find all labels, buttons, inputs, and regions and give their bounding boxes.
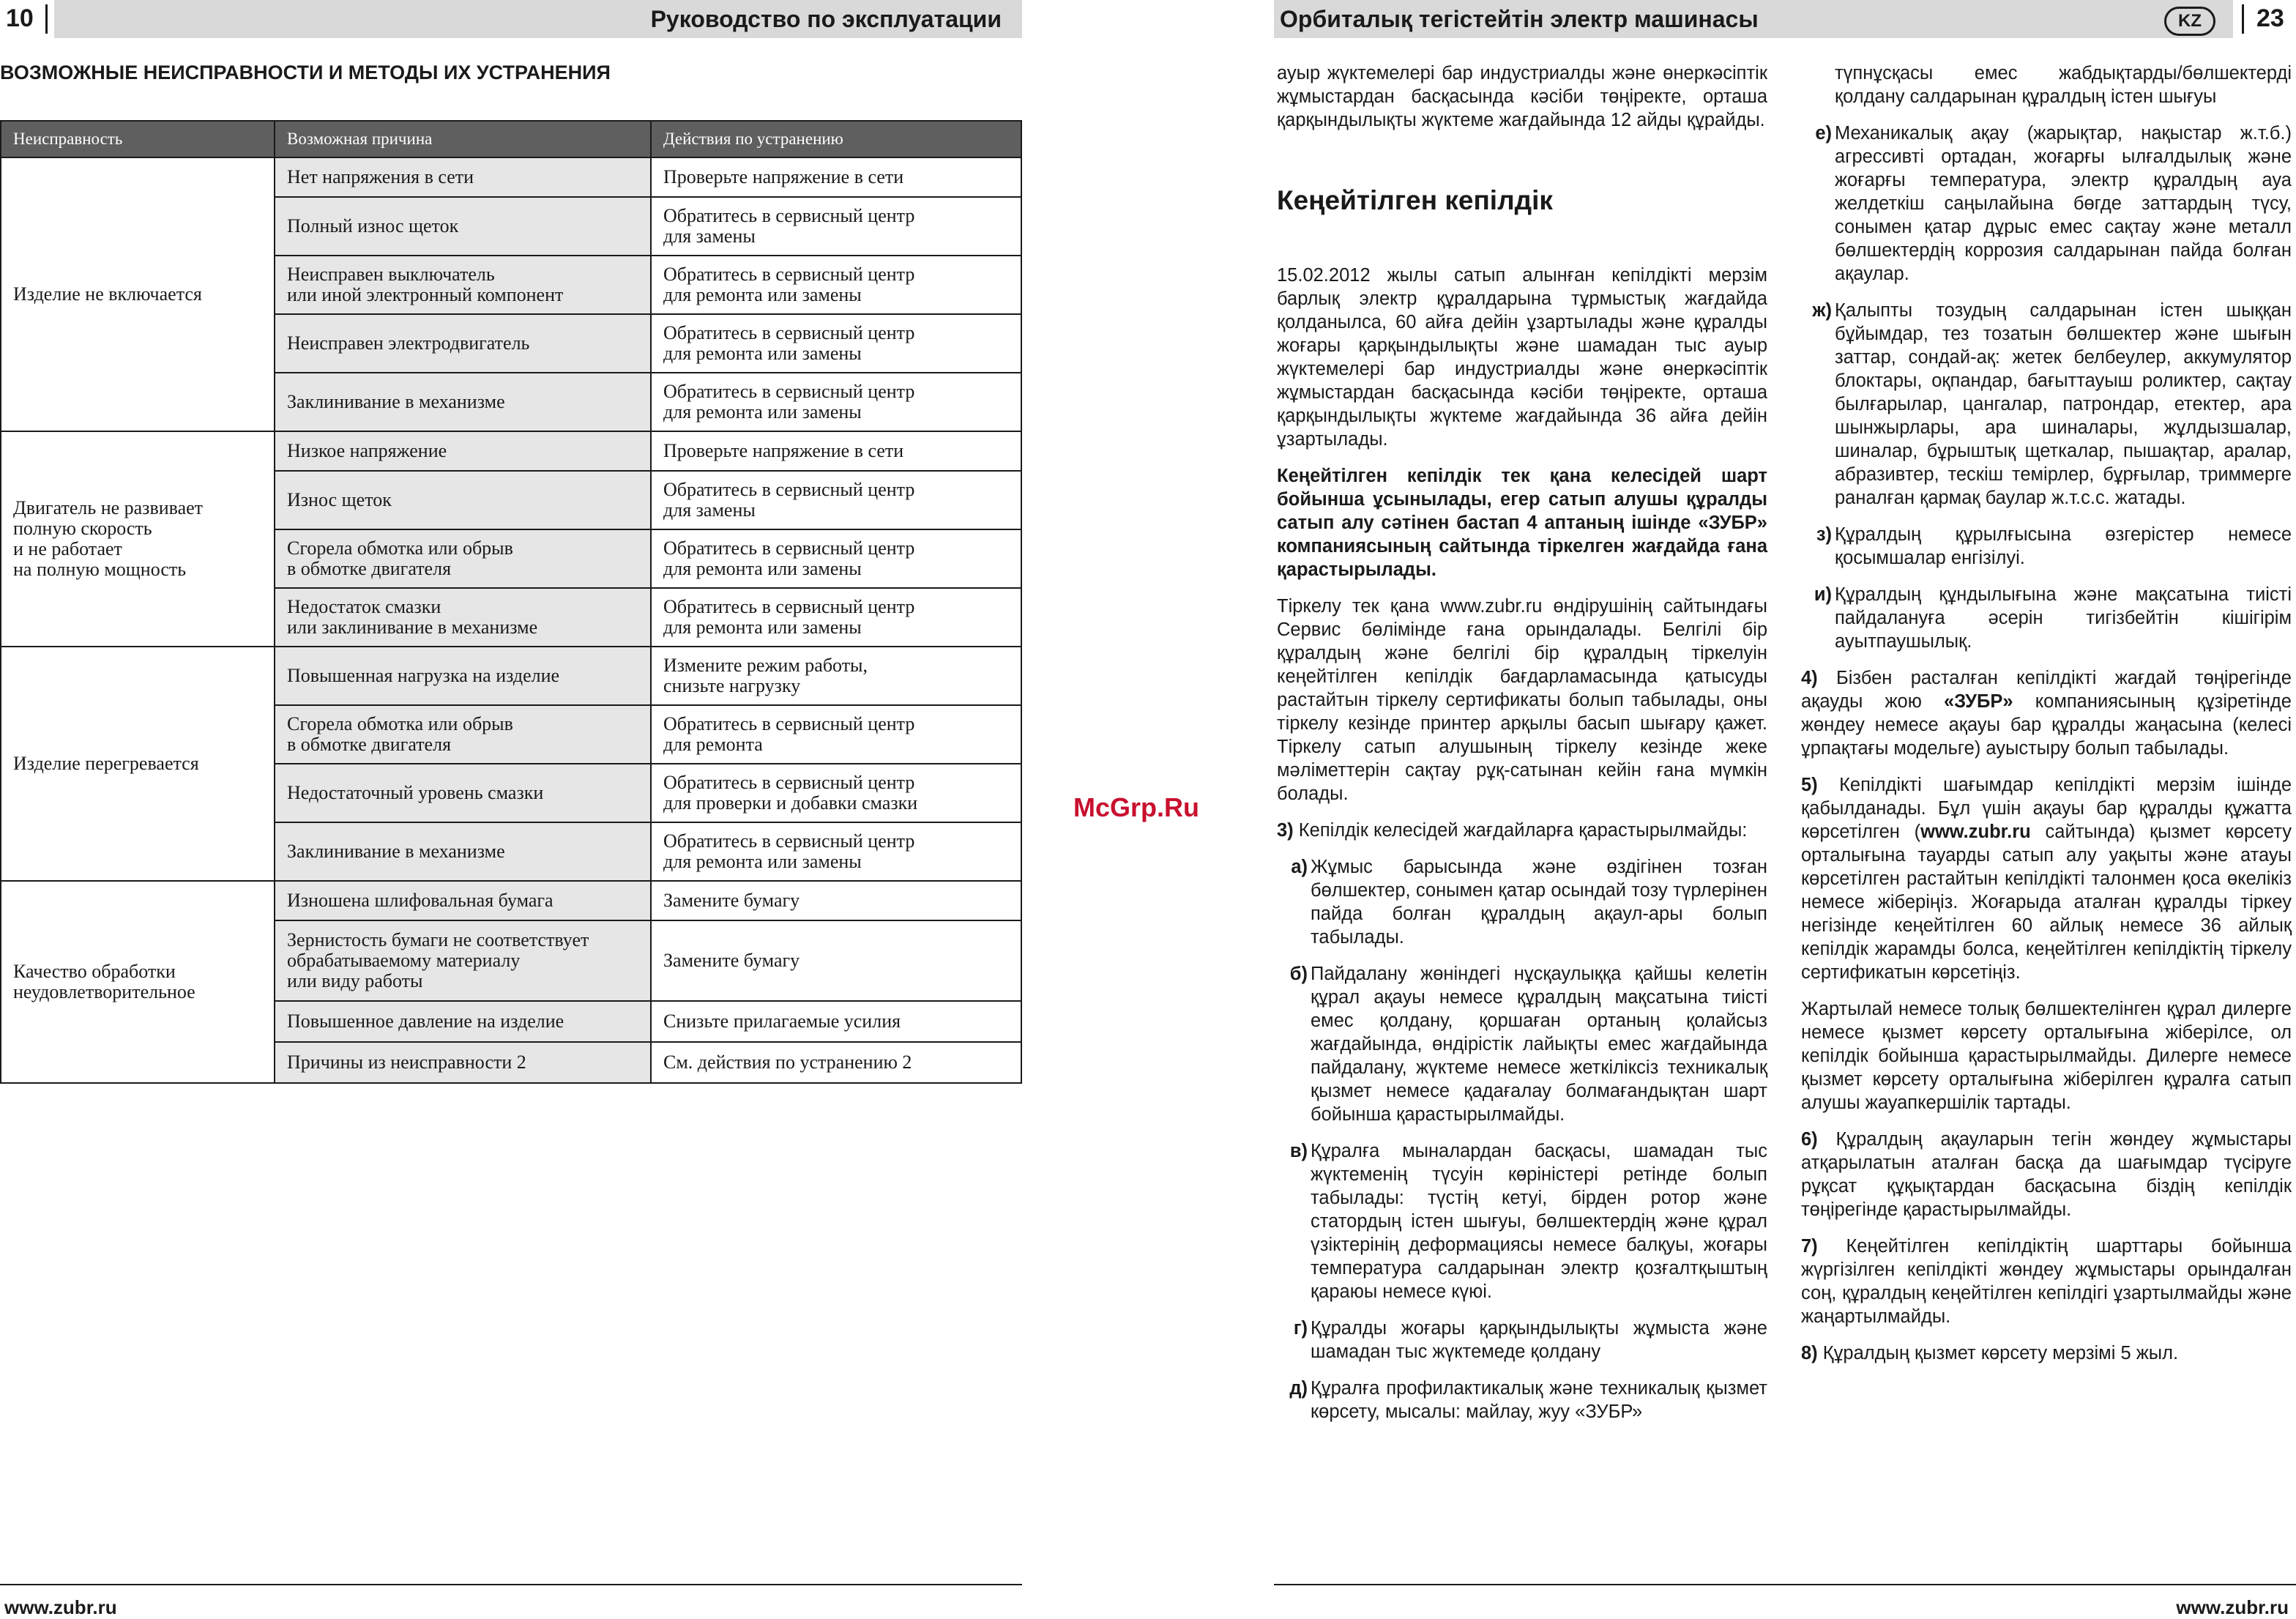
paragraph-number: 8) — [1801, 1343, 1818, 1363]
cause-cell: Зернистость бумаги не соответствует обрабатываемому материалу или виду работы — [275, 920, 651, 1001]
cause-cell: Сгорела обмотка или обрыв в обмотке двигателя — [275, 529, 651, 588]
header-cause: Возможная причина — [275, 121, 651, 157]
list-item-label: д) — [1289, 1378, 1308, 1399]
list-item-label: е) — [1815, 123, 1832, 144]
cause-cell: Неисправен электродвигатель — [275, 314, 651, 373]
paragraph-number: 5) — [1801, 775, 1818, 795]
intro-paragraph: ауыр жүктемелері бар индустриалды және өнеркәсіптік жұмыстардан басқасында кәсіби төңіректе, орташа қарқындылықты жүктеме жағдайында 12 айды құрайды. — [1277, 63, 1767, 130]
left-footer-line — [0, 1584, 1022, 1585]
action-cell: Проверьте напряжение в сети — [651, 431, 1021, 471]
paragraph-text: Құралдың ақауларын тегін жөндеу жұмыстары атқарылатын аталған басқа да шағымдар түсіруге рұқсат құқықтардан басқасына біздің кепілдік төңірегінде қарастырылмайды. — [1801, 1129, 2292, 1220]
list-item-label: г) — [1293, 1318, 1308, 1339]
cause-cell: Неисправен выключатель или иной электронный компонент — [275, 256, 651, 314]
section-title: ВОЗМОЖНЫЕ НЕИСПРАВНОСТИ И МЕТОДЫ ИХ УСТРАНЕНИЯ — [0, 62, 611, 83]
left-header-divider — [45, 4, 48, 34]
fault-cell: Изделие перегревается — [1, 647, 275, 881]
action-cell: Обратитесь в сервисный центр для ремонта или замены — [651, 822, 1021, 881]
action-cell: Замените бумагу — [651, 881, 1021, 920]
brand-name: «ЗУБР» — [1944, 691, 2013, 712]
cause-cell: Повышенное давление на изделие — [275, 1001, 651, 1042]
cause-cell: Износ щеток — [275, 471, 651, 529]
list-item-text: Пайдалану жөніндегі нұсқаулыққа қайшы келетін құрал ақауы немесе құралдың мақсатына тиісті емес қолдану, қоршаған ортаның қолайсыз жағдайында, өндірістік лайықты емес жағдайында пайдалану, жүктеме немесе жеткіліксіз техникалық қызмет немесе қадағалау болмағандықтан шарт бойынша қарастырылмайды. — [1311, 964, 1767, 1125]
list-item-label: б) — [1289, 964, 1308, 984]
paragraph-text: компаниясының құзіретінде жөндеу немесе ақауы бар құралды жаңасына (келесі ұрпақтағы модельге) ауыстыру болып табылады. — [1801, 691, 2292, 759]
cause-cell: Низкое напряжение — [275, 431, 651, 471]
cause-cell: Недостаток смазки или заклинивание в механизме — [275, 588, 651, 647]
cause-cell: Изношена шлифовальная бумага — [275, 881, 651, 920]
list-item-text: Құралға мыналардан басқасы, шамадан тыс жүктеменің түсуін көріністері ретінде болып табылады: түстің кетуі, бірден ротор және статордың істен шығуы, бөлшектердің және құрал үзіктерінің деформациясы немесе балқуы, жоғары температура салдарынан электр қозғалтқыштың қараюы немесе күюі. — [1311, 1141, 1767, 1302]
action-cell: Обратитесь в сервисный центр для ремонта или замены — [651, 529, 1021, 588]
right-page-number: 23 — [2256, 4, 2284, 32]
list-item-label: ж) — [1812, 300, 1832, 321]
lang-badge: KZ — [2164, 7, 2215, 36]
left-page — [0, 0, 1022, 1618]
paragraph-text: Құралдың қызмет көрсету мерзімі 5 жыл. — [1822, 1343, 2179, 1363]
right-column-2 — [1801, 62, 2292, 1378]
paragraph-number: 6) — [1801, 1129, 1818, 1150]
cause-cell: Заклинивание в механизме — [275, 373, 651, 431]
table-row — [1, 157, 1021, 197]
list-item — [1801, 122, 2292, 286]
table-row — [1, 647, 1021, 705]
left-footer-url: www.zubr.ru — [4, 1596, 117, 1618]
warranty-paragraph-1: 15.02.2012 жылы сатып алынған кепілдікті мерзім барлық электр құралдарына тұрмыстық жағдайда қолданылса, 60 айға дейін ұзартылады және құралды жоғары қарқындылықты және шамадан тыс ауыр жүктемелері бар индустриалды және өнеркәсіптік жұмыстардан басқасында кәсіби төңіректе, орташа қарқындылықты жүктеме жағдайында 36 айға дейін ұзартылады. — [1277, 265, 1767, 450]
right-footer-line — [1274, 1584, 2296, 1585]
paragraph-text: Кеңейтілген кепілдіктің шарттары бойынша жүргізілген кепілдікті жөндеу жұмыстары орындалған соң, құралдың кеңейтілген кепілдігі ұзартылмайды және жаңартылмайды. — [1801, 1236, 2292, 1327]
list-continuation-text: түпнұсқасы емес жабдықтарды/бөлшектерді қолдану салдарынан құралдың істен шығуы — [1835, 63, 2292, 107]
left-page-number: 10 — [6, 4, 34, 32]
fault-cell: Качество обработки неудовлетворительное — [1, 881, 275, 1083]
cause-cell: Причины из неисправности 2 — [275, 1042, 651, 1083]
paragraph-number: 7) — [1801, 1236, 1818, 1257]
action-cell: Измените режим работы, снизьте нагрузку — [651, 647, 1021, 705]
list-item-label: в) — [1289, 1141, 1308, 1161]
cause-cell: Нет напряжения в сети — [275, 157, 651, 197]
list-item-label: а) — [1291, 857, 1308, 877]
action-cell: Проверьте напряжение в сети — [651, 157, 1021, 197]
site-url: www.zubr.ru — [1920, 822, 2031, 842]
list-item-text: Қалыпты тозудың салдарынан істен шыққан бұйымдар, тез тозатын бөлшектер және шығын заттар, сондай-ақ: жетек белбеулер, аккумулятор блоктары, оқпандар, бағыттауыш роликтер, сақтау былғарылар, цангалар, патрондар, етектер, ара шынжырлары, ара шиналары, жұлдызшалар, шиналар, бұрыштық щеткалар, пышақтар, аралар, абразивтер, тескіш темірлер, бұрғылар, триммерге раналған қармақ баулар ж.т.с.с. жатады. — [1835, 300, 2292, 508]
list-item-text: Құралдың құндылығына және мақсатына тиісті пайдалануға әсерін тигізбейтін кішігірім ауытпаушылық. — [1835, 584, 2292, 652]
watermark: McGrp.Ru — [1073, 792, 1200, 822]
warranty-paragraph-7: Жартылай немесе толық бөлшектелінген құрал дилерге немесе қызмет көрсету орталығына жіберілсе, ол кепілдік бойынша қарастырылмайды. Дилерге немесе қызмет көрсету орталығына жіберілген құралға сатып алушы жауапкершілік тартады. — [1801, 999, 2292, 1113]
warranty-paragraph-9 — [1801, 1235, 2292, 1328]
list-item — [1277, 1139, 1767, 1303]
paragraph-text: Кепілдікті шағымдар кепілдікті мерзім ішінде қабылданады. Бұл үшін ақауы бар құралды құжатта көрсетілген ( — [1801, 775, 2292, 842]
paragraph-text: Бізбен расталған кепілдікті жағдай төңірегінде ақауды жою — [1801, 668, 2292, 712]
list-item — [1277, 855, 1767, 949]
left-header-title: Руководство по эксплуатации — [650, 6, 1002, 32]
list-item — [1277, 1377, 1767, 1423]
warranty-paragraph-4 — [1277, 819, 1767, 842]
list-item-label: з) — [1816, 524, 1832, 545]
cause-cell: Заклинивание в механизме — [275, 822, 651, 881]
action-cell: Обратитесь в сервисный центр для замены — [651, 197, 1021, 256]
action-cell: Обратитесь в сервисный центр для ремонта или замены — [651, 256, 1021, 314]
warranty-paragraph-2: Кеңейтілген кепілдік тек қана келесідей шарт бойынша ұсынылады, егер сатып алушы құралды сатып алу сәтінен бастап 4 аптаның ішінде «ЗУБР» компаниясының сайтында тіркелген жағдайда ғана қарастырылады. — [1277, 466, 1767, 580]
right-column-1 — [1277, 62, 1767, 1437]
troubleshooting-table — [0, 120, 1022, 1084]
list-item-text: Механикалық ақау (жарықтар, нақыстар ж.т.б.) агрессивті ортадан, жоғарғы ылғалдылық және жоғарғы температура, электр құралдың ауа желдеткіш саңылайына бөгде заттардың түсу, сонымен қатар дұрыс емес сақтау және металл бөлшектердің коррозия салдарынан пайда болған ақаулар. — [1835, 123, 2292, 284]
action-cell: Обратитесь в сервисный центр для ремонта — [651, 705, 1021, 764]
fault-cell: Двигатель не развивает полную скорость и не работает на полную мощность — [1, 431, 275, 647]
right-header-divider — [2242, 4, 2244, 34]
warranty-paragraph-3: Тіркелу тек қана www.zubr.ru өндірушінің сайтындағы Сервис бөлімінде ғана орындалады. Белгілі бір құралдың және белгілі бір құралдың тіркелуін кеңейтілген кепілдік бағдарламасында қатысуды растайтын тіркелу сертификаты болып табылады, оны тіркелу кезінде принтер арқылы басып шығару қажет. Тіркелу сатып алушының тіркелу кезінде жеке мәліметтерін сақтау рұқ-сатынан кейін ғана мүмкін болады. — [1277, 596, 1767, 804]
right-header-title: Орбиталық тегістейтін электр машинасы — [1280, 6, 1759, 32]
action-cell: См. действия по устранению 2 — [651, 1042, 1021, 1083]
cause-cell: Сгорела обмотка или обрыв в обмотке двигателя — [275, 705, 651, 764]
list-item — [1801, 523, 2292, 570]
action-cell: Обратитесь в сервисный центр для ремонта или замены — [651, 373, 1021, 431]
list-item-text: Құралды жоғары қарқындылықты жұмыста және шамадан тыс жүктемеде қолдану — [1311, 1318, 1767, 1362]
list-item — [1801, 299, 2292, 510]
warranty-paragraph-6 — [1801, 773, 2292, 984]
action-cell: Обратитесь в сервисный центр для ремонта или замены — [651, 588, 1021, 647]
list-item — [1277, 962, 1767, 1126]
cause-cell: Недостаточный уровень смазки — [275, 764, 651, 822]
paragraph-number: 4) — [1801, 668, 1818, 688]
extended-warranty-heading: Кеңейтілген кепілдік — [1277, 185, 1553, 215]
cause-cell: Повышенная нагрузка на изделие — [275, 647, 651, 705]
paragraph-number: 3) — [1277, 820, 1294, 841]
cause-cell: Полный износ щеток — [275, 197, 651, 256]
right-footer-url: www.zubr.ru — [2176, 1596, 2289, 1618]
header-fault: Неисправность — [1, 121, 275, 157]
list-item-text: Құралға профилактикалық және техникалық қызмет көрсету, мысалы: майлау, жуу «ЗУБР» — [1311, 1378, 1767, 1422]
list-continuation — [1801, 62, 2292, 108]
list-item — [1277, 1317, 1767, 1363]
warranty-paragraph-5 — [1801, 666, 2292, 760]
warranty-paragraph-10 — [1801, 1341, 2292, 1365]
action-cell: Обратитесь в сервисный центр для ремонта или замены — [651, 314, 1021, 373]
table-header-row — [1, 121, 1021, 157]
table-row — [1, 881, 1021, 920]
warranty-paragraph-8 — [1801, 1128, 2292, 1221]
header-action: Действия по устранению — [651, 121, 1021, 157]
action-cell: Снизьте прилагаемые усилия — [651, 1001, 1021, 1042]
action-cell: Обратитесь в сервисный центр для замены — [651, 471, 1021, 529]
right-page — [1274, 0, 2296, 1618]
fault-cell: Изделие не включается — [1, 157, 275, 431]
paragraph-text: Кепілдік келесідей жағдайларға қарастырылмайды: — [1298, 820, 1748, 841]
paragraph-text: сайтында) қызмет көрсету орталығына тауарды сатып алу уақыты және атауы көрсетілген растайтын кепілдікті талонмен қоса өкелікіз немесе жіберіңіз. Жоғарыда аталған құралды тіркеу негізінде кеңейтілген 60 айлық немесе 36 айлық кепілдік жарамды болса, кеңейтілген кепілдіктің тіркелу сертификатын көрсетіңіз. — [1801, 822, 2292, 983]
list-item — [1801, 583, 2292, 653]
list-item-label: и) — [1814, 584, 1832, 605]
list-item-text: Құралдың құрылғысына өзгерістер немесе қосымшалар енгізілуі. — [1835, 524, 2292, 568]
action-cell: Обратитесь в сервисный центр для проверки и добавки смазки — [651, 764, 1021, 822]
action-cell: Замените бумагу — [651, 920, 1021, 1001]
list-item-text: Жұмыс барысында және өздігінен тозған бөлшектер, сонымен қатар осындай тозу түрлерінен пайда болған құралдың ақаул-ары болып табылады. — [1311, 857, 1767, 948]
table-row — [1, 431, 1021, 471]
